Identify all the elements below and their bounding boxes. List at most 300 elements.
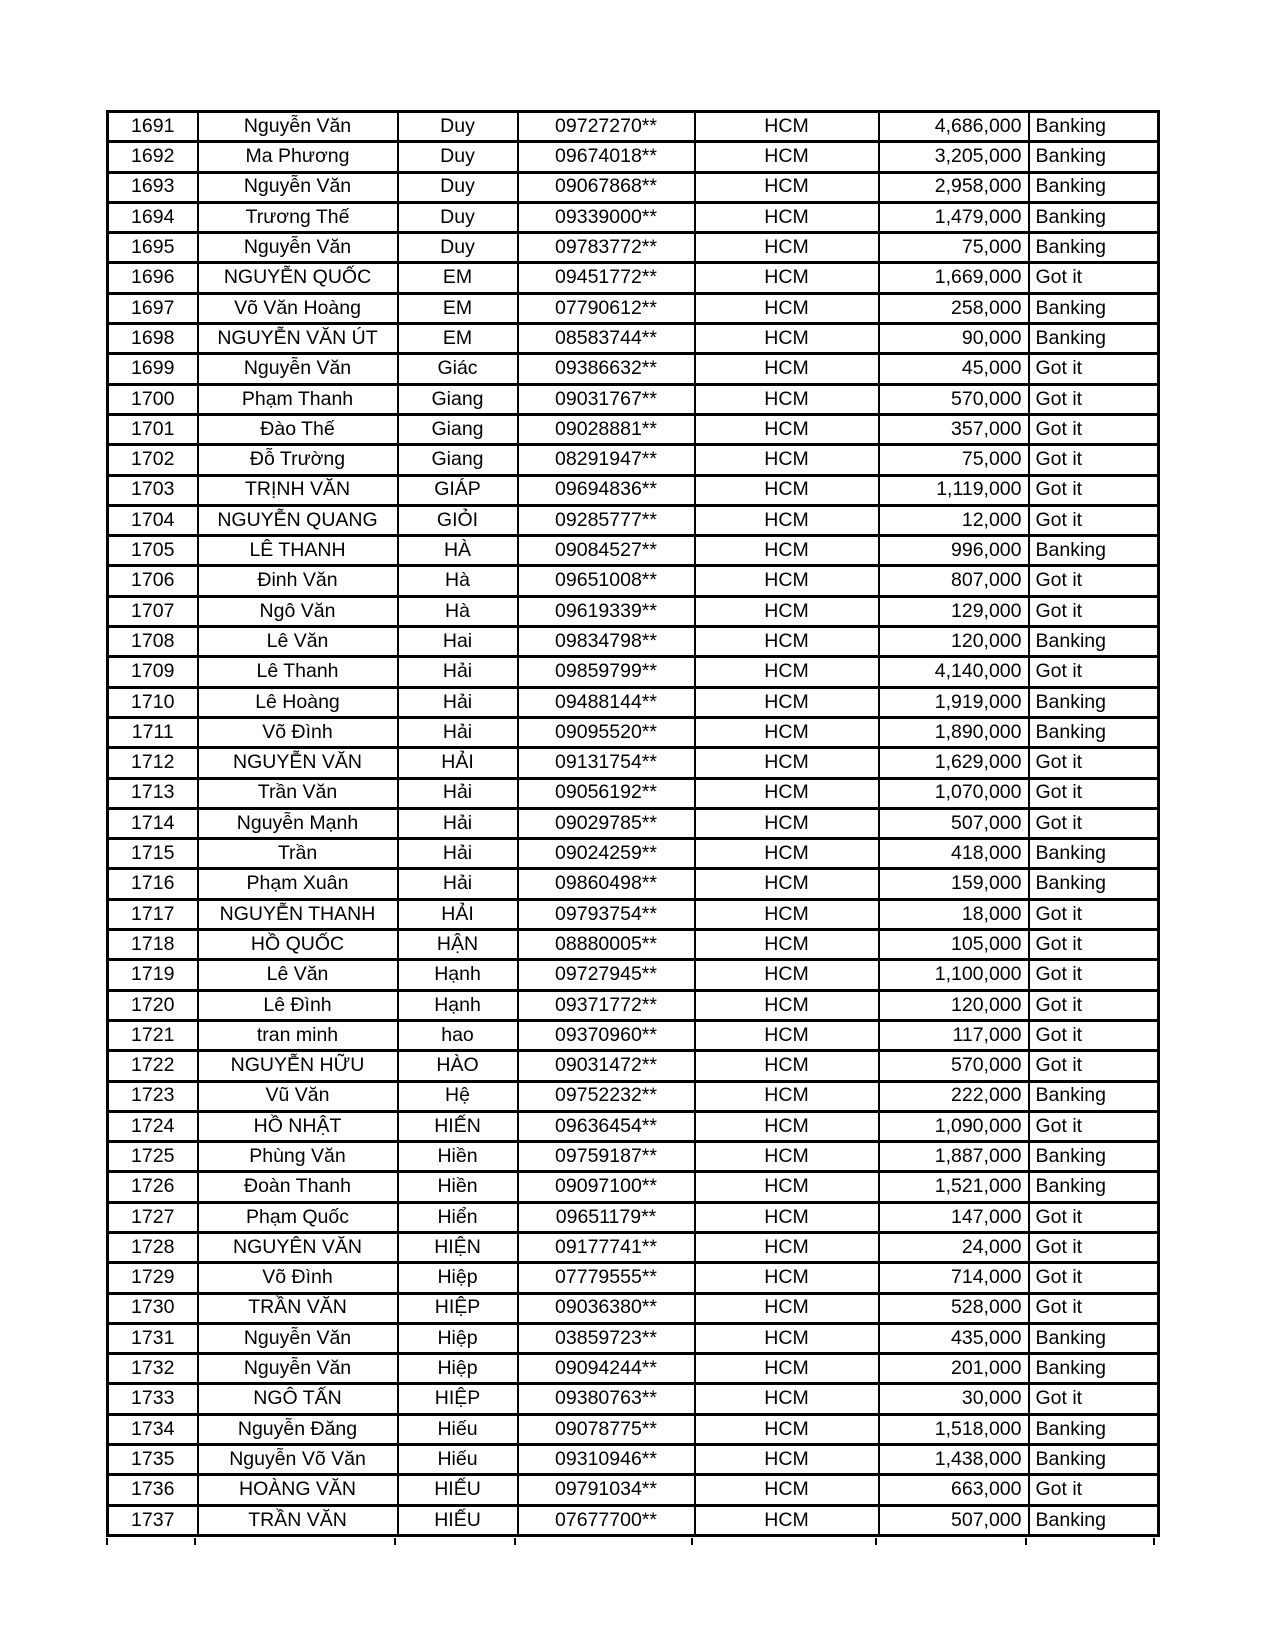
cell-last-name: Hiển — [398, 1202, 518, 1232]
cell-city: HCM — [695, 596, 879, 626]
cell-amount: 30,000 — [879, 1384, 1029, 1414]
cell-last-name: HIỆP — [398, 1384, 518, 1414]
cell-last-name: Hải — [398, 808, 518, 838]
cell-last-name: Duy — [398, 233, 518, 263]
cell-first-name: Trương Thế — [198, 202, 398, 232]
cell-first-name: Nguyễn Đăng — [198, 1414, 398, 1444]
cell-last-name: HIẾU — [398, 1505, 518, 1535]
cell-first-name: NGÔ TẤN — [198, 1384, 398, 1414]
cell-id: 1713 — [108, 778, 198, 808]
cell-status: Got it — [1029, 990, 1159, 1020]
table-row — [108, 960, 1159, 990]
cell-city: HCM — [695, 1081, 879, 1111]
cell-city: HCM — [695, 627, 879, 657]
cell-first-name: Trần Văn — [198, 778, 398, 808]
cell-status: Banking — [1029, 536, 1159, 566]
cell-status: Banking — [1029, 112, 1159, 142]
page-break-border-stub — [1153, 1538, 1155, 1545]
cell-last-name: Hai — [398, 627, 518, 657]
table-row — [108, 445, 1159, 475]
cell-status: Got it — [1029, 596, 1159, 626]
cell-amount: 105,000 — [879, 930, 1029, 960]
cell-first-name: NGUYỄN QUANG — [198, 505, 398, 535]
table-row — [108, 414, 1159, 444]
cell-status: Got it — [1029, 1475, 1159, 1505]
cell-last-name: HIỆN — [398, 1232, 518, 1262]
cell-id: 1694 — [108, 202, 198, 232]
cell-id: 1697 — [108, 293, 198, 323]
cell-status: Got it — [1029, 1020, 1159, 1050]
cell-last-name: Duy — [398, 112, 518, 142]
table-row — [108, 687, 1159, 717]
cell-phone: 07779555** — [518, 1263, 695, 1293]
cell-city: HCM — [695, 505, 879, 535]
page-break-border-stub — [514, 1538, 516, 1545]
table-row — [108, 748, 1159, 778]
cell-first-name: HỒ NHẬT — [198, 1111, 398, 1141]
cell-phone: 09759187** — [518, 1142, 695, 1172]
cell-city: HCM — [695, 1172, 879, 1202]
cell-amount: 4,686,000 — [879, 112, 1029, 142]
cell-id: 1719 — [108, 960, 198, 990]
cell-first-name: TRẦN VĂN — [198, 1293, 398, 1323]
cell-status: Got it — [1029, 960, 1159, 990]
cell-status: Got it — [1029, 778, 1159, 808]
table-row — [108, 1293, 1159, 1323]
cell-city: HCM — [695, 202, 879, 232]
cell-last-name: EM — [398, 324, 518, 354]
cell-first-name: Phạm Quốc — [198, 1202, 398, 1232]
cell-id: 1703 — [108, 475, 198, 505]
table-row — [108, 1020, 1159, 1050]
cell-status: Got it — [1029, 384, 1159, 414]
table-row — [108, 233, 1159, 263]
cell-phone: 09834798** — [518, 627, 695, 657]
cell-amount: 507,000 — [879, 808, 1029, 838]
cell-phone: 09752232** — [518, 1081, 695, 1111]
cell-city: HCM — [695, 1384, 879, 1414]
cell-id: 1720 — [108, 990, 198, 1020]
cell-amount: 807,000 — [879, 566, 1029, 596]
cell-amount: 18,000 — [879, 899, 1029, 929]
cell-first-name: Nguyễn Văn — [198, 172, 398, 202]
cell-status: Banking — [1029, 142, 1159, 172]
table-row — [108, 930, 1159, 960]
cell-phone: 09619339** — [518, 596, 695, 626]
cell-first-name: HOÀNG VĂN — [198, 1475, 398, 1505]
cell-phone: 08583744** — [518, 324, 695, 354]
cell-phone: 09451772** — [518, 263, 695, 293]
table-row — [108, 778, 1159, 808]
cell-status: Got it — [1029, 657, 1159, 687]
cell-status: Got it — [1029, 445, 1159, 475]
cell-id: 1735 — [108, 1445, 198, 1475]
cell-city: HCM — [695, 142, 879, 172]
cell-amount: 1,100,000 — [879, 960, 1029, 990]
table-row — [108, 142, 1159, 172]
cell-phone: 09285777** — [518, 505, 695, 535]
cell-last-name: HẢI — [398, 899, 518, 929]
cell-status: Got it — [1029, 748, 1159, 778]
cell-id: 1696 — [108, 263, 198, 293]
cell-city: HCM — [695, 1051, 879, 1081]
cell-amount: 1,629,000 — [879, 748, 1029, 778]
cell-id: 1733 — [108, 1384, 198, 1414]
cell-id: 1734 — [108, 1414, 198, 1444]
cell-status: Got it — [1029, 354, 1159, 384]
cell-id: 1691 — [108, 112, 198, 142]
cell-amount: 201,000 — [879, 1354, 1029, 1384]
cell-last-name: Hải — [398, 717, 518, 747]
cell-last-name: Giang — [398, 414, 518, 444]
cell-amount: 663,000 — [879, 1475, 1029, 1505]
cell-first-name: Lê Văn — [198, 960, 398, 990]
table-row — [108, 475, 1159, 505]
cell-id: 1732 — [108, 1354, 198, 1384]
cell-phone: 09094244** — [518, 1354, 695, 1384]
cell-city: HCM — [695, 717, 879, 747]
cell-first-name: Lê Thanh — [198, 657, 398, 687]
cell-last-name: Hiệp — [398, 1354, 518, 1384]
cell-city: HCM — [695, 566, 879, 596]
cell-phone: 09371772** — [518, 990, 695, 1020]
cell-phone: 09028881** — [518, 414, 695, 444]
cell-phone: 09177741** — [518, 1232, 695, 1262]
cell-last-name: Hà — [398, 566, 518, 596]
cell-id: 1721 — [108, 1020, 198, 1050]
table-row — [108, 717, 1159, 747]
table-row — [108, 384, 1159, 414]
cell-first-name: TRẦN VĂN — [198, 1505, 398, 1535]
cell-city: HCM — [695, 1505, 879, 1535]
cell-phone: 08291947** — [518, 445, 695, 475]
cell-first-name: NGUYỄN THANH — [198, 899, 398, 929]
cell-last-name: Giang — [398, 445, 518, 475]
table-row — [108, 1445, 1159, 1475]
cell-last-name: HIẾU — [398, 1475, 518, 1505]
cell-first-name: Lê Văn — [198, 627, 398, 657]
cell-amount: 1,669,000 — [879, 263, 1029, 293]
table-row — [108, 566, 1159, 596]
cell-phone: 09651179** — [518, 1202, 695, 1232]
cell-last-name: EM — [398, 293, 518, 323]
cell-id: 1712 — [108, 748, 198, 778]
cell-amount: 45,000 — [879, 354, 1029, 384]
cell-phone: 09370960** — [518, 1020, 695, 1050]
cell-amount: 435,000 — [879, 1323, 1029, 1353]
cell-status: Banking — [1029, 1445, 1159, 1475]
cell-last-name: Hiếu — [398, 1414, 518, 1444]
cell-phone: 09488144** — [518, 687, 695, 717]
cell-city: HCM — [695, 475, 879, 505]
table-row — [108, 1111, 1159, 1141]
cell-status: Got it — [1029, 808, 1159, 838]
cell-amount: 4,140,000 — [879, 657, 1029, 687]
cell-id: 1692 — [108, 142, 198, 172]
cell-first-name: Vũ Văn — [198, 1081, 398, 1111]
cell-city: HCM — [695, 1142, 879, 1172]
page-break-border-stub — [106, 1538, 108, 1545]
cell-amount: 996,000 — [879, 536, 1029, 566]
cell-id: 1706 — [108, 566, 198, 596]
cell-city: HCM — [695, 263, 879, 293]
cell-last-name: Hiệp — [398, 1263, 518, 1293]
cell-status: Banking — [1029, 1414, 1159, 1444]
cell-amount: 570,000 — [879, 384, 1029, 414]
cell-first-name: Đỗ Trường — [198, 445, 398, 475]
cell-city: HCM — [695, 808, 879, 838]
cell-last-name: HÀO — [398, 1051, 518, 1081]
table-row — [108, 1232, 1159, 1262]
table-row — [108, 899, 1159, 929]
cell-phone: 09095520** — [518, 717, 695, 747]
cell-id: 1707 — [108, 596, 198, 626]
cell-amount: 24,000 — [879, 1232, 1029, 1262]
cell-first-name: NGUYÊN VĂN — [198, 1232, 398, 1262]
cell-phone: 09339000** — [518, 202, 695, 232]
cell-last-name: Giang — [398, 384, 518, 414]
cell-id: 1705 — [108, 536, 198, 566]
table-row — [108, 1051, 1159, 1081]
cell-city: HCM — [695, 445, 879, 475]
cell-status: Banking — [1029, 1505, 1159, 1535]
cell-last-name: Hiền — [398, 1172, 518, 1202]
cell-id: 1701 — [108, 414, 198, 444]
cell-city: HCM — [695, 778, 879, 808]
cell-last-name: HẬN — [398, 930, 518, 960]
cell-status: Banking — [1029, 839, 1159, 869]
cell-first-name: Đinh Văn — [198, 566, 398, 596]
cell-amount: 120,000 — [879, 627, 1029, 657]
cell-city: HCM — [695, 414, 879, 444]
cell-city: HCM — [695, 1293, 879, 1323]
cell-city: HCM — [695, 1414, 879, 1444]
cell-first-name: Lê Đình — [198, 990, 398, 1020]
table-row — [108, 657, 1159, 687]
cell-first-name: TRỊNH VĂN — [198, 475, 398, 505]
cell-status: Banking — [1029, 1354, 1159, 1384]
cell-status: Banking — [1029, 869, 1159, 899]
cell-city: HCM — [695, 233, 879, 263]
table-row — [108, 627, 1159, 657]
cell-phone: 09636454** — [518, 1111, 695, 1141]
cell-status: Banking — [1029, 293, 1159, 323]
cell-amount: 12,000 — [879, 505, 1029, 535]
cell-amount: 1,438,000 — [879, 1445, 1029, 1475]
cell-phone: 09694836** — [518, 475, 695, 505]
cell-phone: 08880005** — [518, 930, 695, 960]
cell-phone: 07677700** — [518, 1505, 695, 1535]
cell-city: HCM — [695, 354, 879, 384]
table-row — [108, 1414, 1159, 1444]
table-row — [108, 324, 1159, 354]
cell-amount: 1,919,000 — [879, 687, 1029, 717]
cell-status: Banking — [1029, 1081, 1159, 1111]
table-row — [108, 1081, 1159, 1111]
cell-id: 1726 — [108, 1172, 198, 1202]
cell-last-name: Hạnh — [398, 960, 518, 990]
cell-city: HCM — [695, 899, 879, 929]
cell-amount: 222,000 — [879, 1081, 1029, 1111]
cell-phone: 09056192** — [518, 778, 695, 808]
page-break-border-stub — [1025, 1538, 1027, 1545]
cell-last-name: HẢI — [398, 748, 518, 778]
cell-id: 1717 — [108, 899, 198, 929]
cell-first-name: Nguyễn Văn — [198, 354, 398, 384]
cell-first-name: NGUYỄN VĂN ÚT — [198, 324, 398, 354]
table-row — [108, 1323, 1159, 1353]
cell-status: Banking — [1029, 233, 1159, 263]
cell-city: HCM — [695, 1202, 879, 1232]
cell-amount: 1,119,000 — [879, 475, 1029, 505]
cell-amount: 570,000 — [879, 1051, 1029, 1081]
cell-status: Got it — [1029, 1384, 1159, 1414]
cell-last-name: Hải — [398, 869, 518, 899]
cell-first-name: Nguyễn Văn — [198, 1323, 398, 1353]
cell-id: 1729 — [108, 1263, 198, 1293]
cell-status: Banking — [1029, 1172, 1159, 1202]
cell-phone: 09078775** — [518, 1414, 695, 1444]
cell-first-name: Võ Đình — [198, 717, 398, 747]
cell-phone: 03859723** — [518, 1323, 695, 1353]
cell-amount: 120,000 — [879, 990, 1029, 1020]
cell-status: Got it — [1029, 899, 1159, 929]
table-row — [108, 263, 1159, 293]
cell-city: HCM — [695, 293, 879, 323]
cell-phone: 09727270** — [518, 112, 695, 142]
cell-phone: 09031767** — [518, 384, 695, 414]
cell-city: HCM — [695, 990, 879, 1020]
cell-amount: 1,521,000 — [879, 1172, 1029, 1202]
cell-amount: 528,000 — [879, 1293, 1029, 1323]
cell-id: 1736 — [108, 1475, 198, 1505]
table-row — [108, 1172, 1159, 1202]
cell-status: Got it — [1029, 1263, 1159, 1293]
cell-amount: 1,479,000 — [879, 202, 1029, 232]
page-break-border-stub — [691, 1538, 693, 1545]
cell-id: 1728 — [108, 1232, 198, 1262]
cell-amount: 90,000 — [879, 324, 1029, 354]
cell-last-name: HIẾN — [398, 1111, 518, 1141]
cell-phone: 09386632** — [518, 354, 695, 384]
cell-status: Banking — [1029, 1142, 1159, 1172]
cell-city: HCM — [695, 1263, 879, 1293]
cell-first-name: Võ Văn Hoàng — [198, 293, 398, 323]
cell-id: 1695 — [108, 233, 198, 263]
cell-first-name: NGUYỄN VĂN — [198, 748, 398, 778]
cell-status: Got it — [1029, 930, 1159, 960]
cell-amount: 418,000 — [879, 839, 1029, 869]
table-row — [108, 536, 1159, 566]
contacts-table — [106, 110, 1160, 1537]
cell-phone: 09791034** — [518, 1475, 695, 1505]
table-row — [108, 293, 1159, 323]
table-row — [108, 808, 1159, 838]
cell-first-name: HỒ QUỐC — [198, 930, 398, 960]
table-row — [108, 839, 1159, 869]
table-row — [108, 1142, 1159, 1172]
cell-first-name: NGUYỄN HỮU — [198, 1051, 398, 1081]
cell-id: 1727 — [108, 1202, 198, 1232]
cell-last-name: HÀ — [398, 536, 518, 566]
cell-city: HCM — [695, 839, 879, 869]
cell-status: Got it — [1029, 566, 1159, 596]
cell-first-name: Trần — [198, 839, 398, 869]
cell-first-name: Phùng Văn — [198, 1142, 398, 1172]
cell-city: HCM — [695, 960, 879, 990]
cell-status: Got it — [1029, 1293, 1159, 1323]
cell-city: HCM — [695, 748, 879, 778]
cell-id: 1711 — [108, 717, 198, 747]
cell-status: Got it — [1029, 263, 1159, 293]
cell-city: HCM — [695, 687, 879, 717]
cell-id: 1731 — [108, 1323, 198, 1353]
cell-city: HCM — [695, 1475, 879, 1505]
cell-last-name: Hạnh — [398, 990, 518, 1020]
table-row — [108, 1202, 1159, 1232]
cell-phone: 09084527** — [518, 536, 695, 566]
cell-first-name: Phạm Xuân — [198, 869, 398, 899]
cell-first-name: Võ Đình — [198, 1263, 398, 1293]
cell-city: HCM — [695, 1323, 879, 1353]
cell-last-name: Hải — [398, 657, 518, 687]
cell-status: Got it — [1029, 414, 1159, 444]
cell-city: HCM — [695, 324, 879, 354]
cell-last-name: hao — [398, 1020, 518, 1050]
table-row — [108, 1505, 1159, 1535]
cell-id: 1699 — [108, 354, 198, 384]
cell-status: Banking — [1029, 324, 1159, 354]
cell-amount: 714,000 — [879, 1263, 1029, 1293]
cell-phone: 09067868** — [518, 172, 695, 202]
cell-last-name: GIỎI — [398, 505, 518, 535]
cell-id: 1704 — [108, 505, 198, 535]
cell-first-name: Nguyễn Văn — [198, 233, 398, 263]
cell-status: Banking — [1029, 627, 1159, 657]
cell-last-name: HIỆP — [398, 1293, 518, 1323]
cell-city: HCM — [695, 1020, 879, 1050]
cell-last-name: GIÁP — [398, 475, 518, 505]
cell-first-name: Nguyễn Võ Văn — [198, 1445, 398, 1475]
cell-phone: 09097100** — [518, 1172, 695, 1202]
table-row — [108, 505, 1159, 535]
cell-id: 1723 — [108, 1081, 198, 1111]
cell-last-name: Hải — [398, 687, 518, 717]
cell-first-name: Nguyễn Văn — [198, 112, 398, 142]
cell-first-name: Nguyễn Văn — [198, 1354, 398, 1384]
cell-first-name: Đoàn Thanh — [198, 1172, 398, 1202]
cell-phone: 09859799** — [518, 657, 695, 687]
cell-first-name: Đào Thế — [198, 414, 398, 444]
cell-id: 1737 — [108, 1505, 198, 1535]
cell-last-name: Hải — [398, 778, 518, 808]
cell-first-name: Phạm Thanh — [198, 384, 398, 414]
cell-amount: 147,000 — [879, 1202, 1029, 1232]
cell-status: Banking — [1029, 202, 1159, 232]
page-break-border-stub — [194, 1538, 196, 1545]
cell-phone: 09860498** — [518, 869, 695, 899]
cell-amount: 129,000 — [879, 596, 1029, 626]
cell-amount: 159,000 — [879, 869, 1029, 899]
cell-amount: 75,000 — [879, 233, 1029, 263]
cell-status: Got it — [1029, 475, 1159, 505]
table-row — [108, 202, 1159, 232]
cell-id: 1698 — [108, 324, 198, 354]
cell-last-name: Hiệp — [398, 1323, 518, 1353]
table-row — [108, 172, 1159, 202]
table-row — [108, 990, 1159, 1020]
table-row — [108, 1475, 1159, 1505]
